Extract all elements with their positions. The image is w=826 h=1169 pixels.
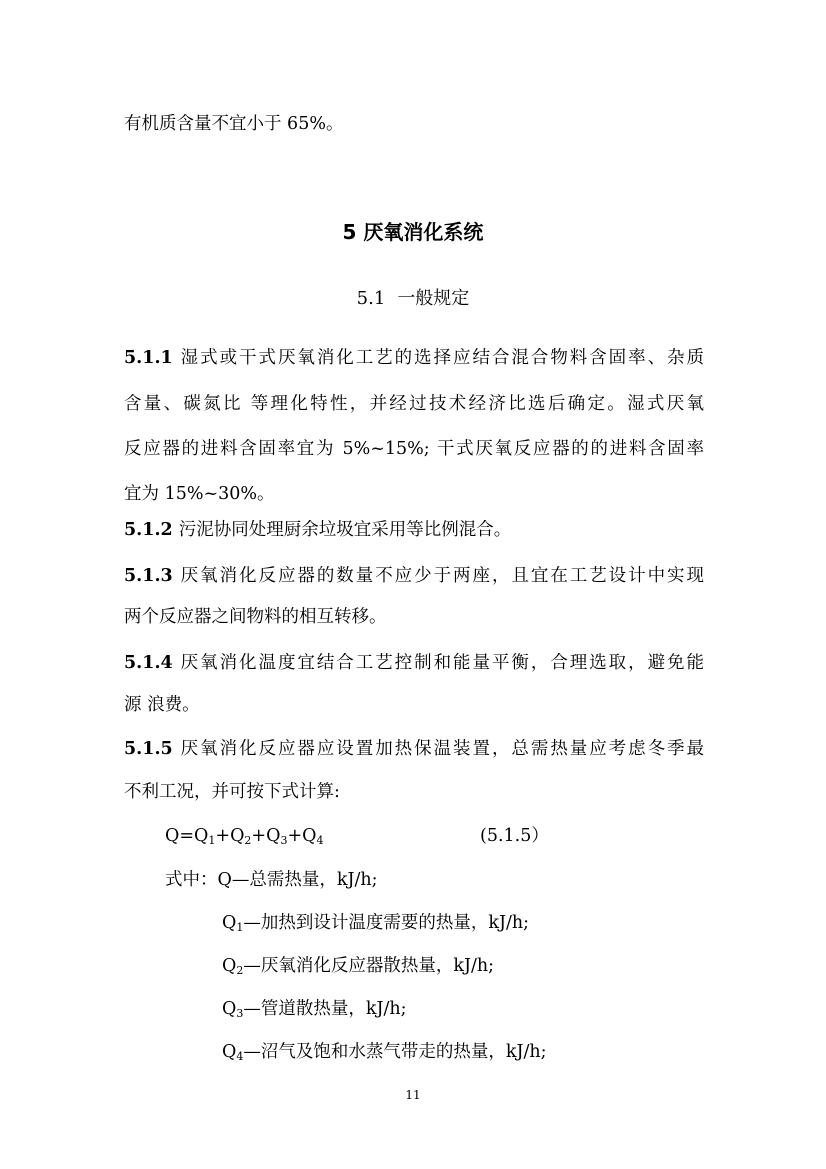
clause-number: 5.1.1: [124, 348, 173, 368]
definition-q: 式中：Q—总需热量，kJ/h;: [165, 870, 378, 890]
definition-lead: 式中：: [165, 870, 218, 890]
clause-5-1-3-line-2: 两个反应器之间物料的相互转移。: [124, 607, 387, 627]
clause-5-1-4-line-1: 5.1.4 厌氧消化温度宜结合工艺控制和能量平衡，合理选取，避免能: [124, 653, 704, 673]
clause-5-1-1-line-1: 5.1.1 湿式或干式厌氧消化工艺的选择应结合混合物料含固率、杂质: [124, 348, 704, 368]
clause-5-1-5-line-2: 不利工况，并可按下式计算:: [124, 782, 340, 802]
clause-5-1-1-line-2: 含量、碳氮比 等理化特性，并经过技术经济比选后确定。湿式厌氧: [124, 394, 704, 414]
chapter-title: 5 厌氧消化系统: [342, 220, 484, 244]
continued-text-line: 有机质含量不宜小于 65%。: [124, 114, 344, 134]
clause-5-1-5-line-1: 5.1.5 厌氧消化反应器应设置加热保温装置，总需热量应考虑冬季最: [124, 739, 704, 759]
page-number: 11: [405, 1088, 421, 1102]
definition-q2: $Q_2—$厌氧消化反应器散热量，kJ/h;: [222, 956, 495, 977]
heat-formula: $Q=Q_1+Q_2+Q_3+Q_4$: [165, 826, 324, 847]
clause-number: 5.1.3: [124, 566, 173, 586]
definition-q1: $Q_1—$加热到设计温度需要的热量，kJ/h;: [222, 913, 530, 934]
definition-q3: $Q_3—$管道散热量，kJ/h;: [222, 999, 407, 1020]
section-number: 5.1: [356, 288, 386, 309]
definition-q4: $Q_4—$沼气及饱和水蒸气带走的热量，kJ/h;: [222, 1042, 547, 1063]
clause-5-1-3-line-1: 5.1.3 厌氧消化反应器的数量不应少于两座，且宜在工艺设计中实现: [124, 566, 704, 586]
clause-5-1-1-line-4: 宜为 15%~30%。: [124, 484, 275, 504]
formula-number: (5.1.5）: [480, 826, 549, 846]
clause-5-1-4-line-2: 源 浪费。: [124, 695, 200, 715]
clause-number: 5.1.4: [124, 653, 173, 673]
clause-5-1-1-line-3: 反应器的进料含固率宜为 5%~15%; 干式厌氧反应器的的进料含固率: [124, 439, 704, 459]
clause-number: 5.1.2: [124, 520, 173, 540]
clause-5-1-2-line-1: 5.1.2 污泥协同处理厨余垃圾宜采用等比例混合。: [124, 520, 512, 540]
section-heading: [0, 286, 826, 312]
section-title: 一般规定: [397, 288, 470, 309]
clause-number: 5.1.5: [124, 739, 173, 759]
